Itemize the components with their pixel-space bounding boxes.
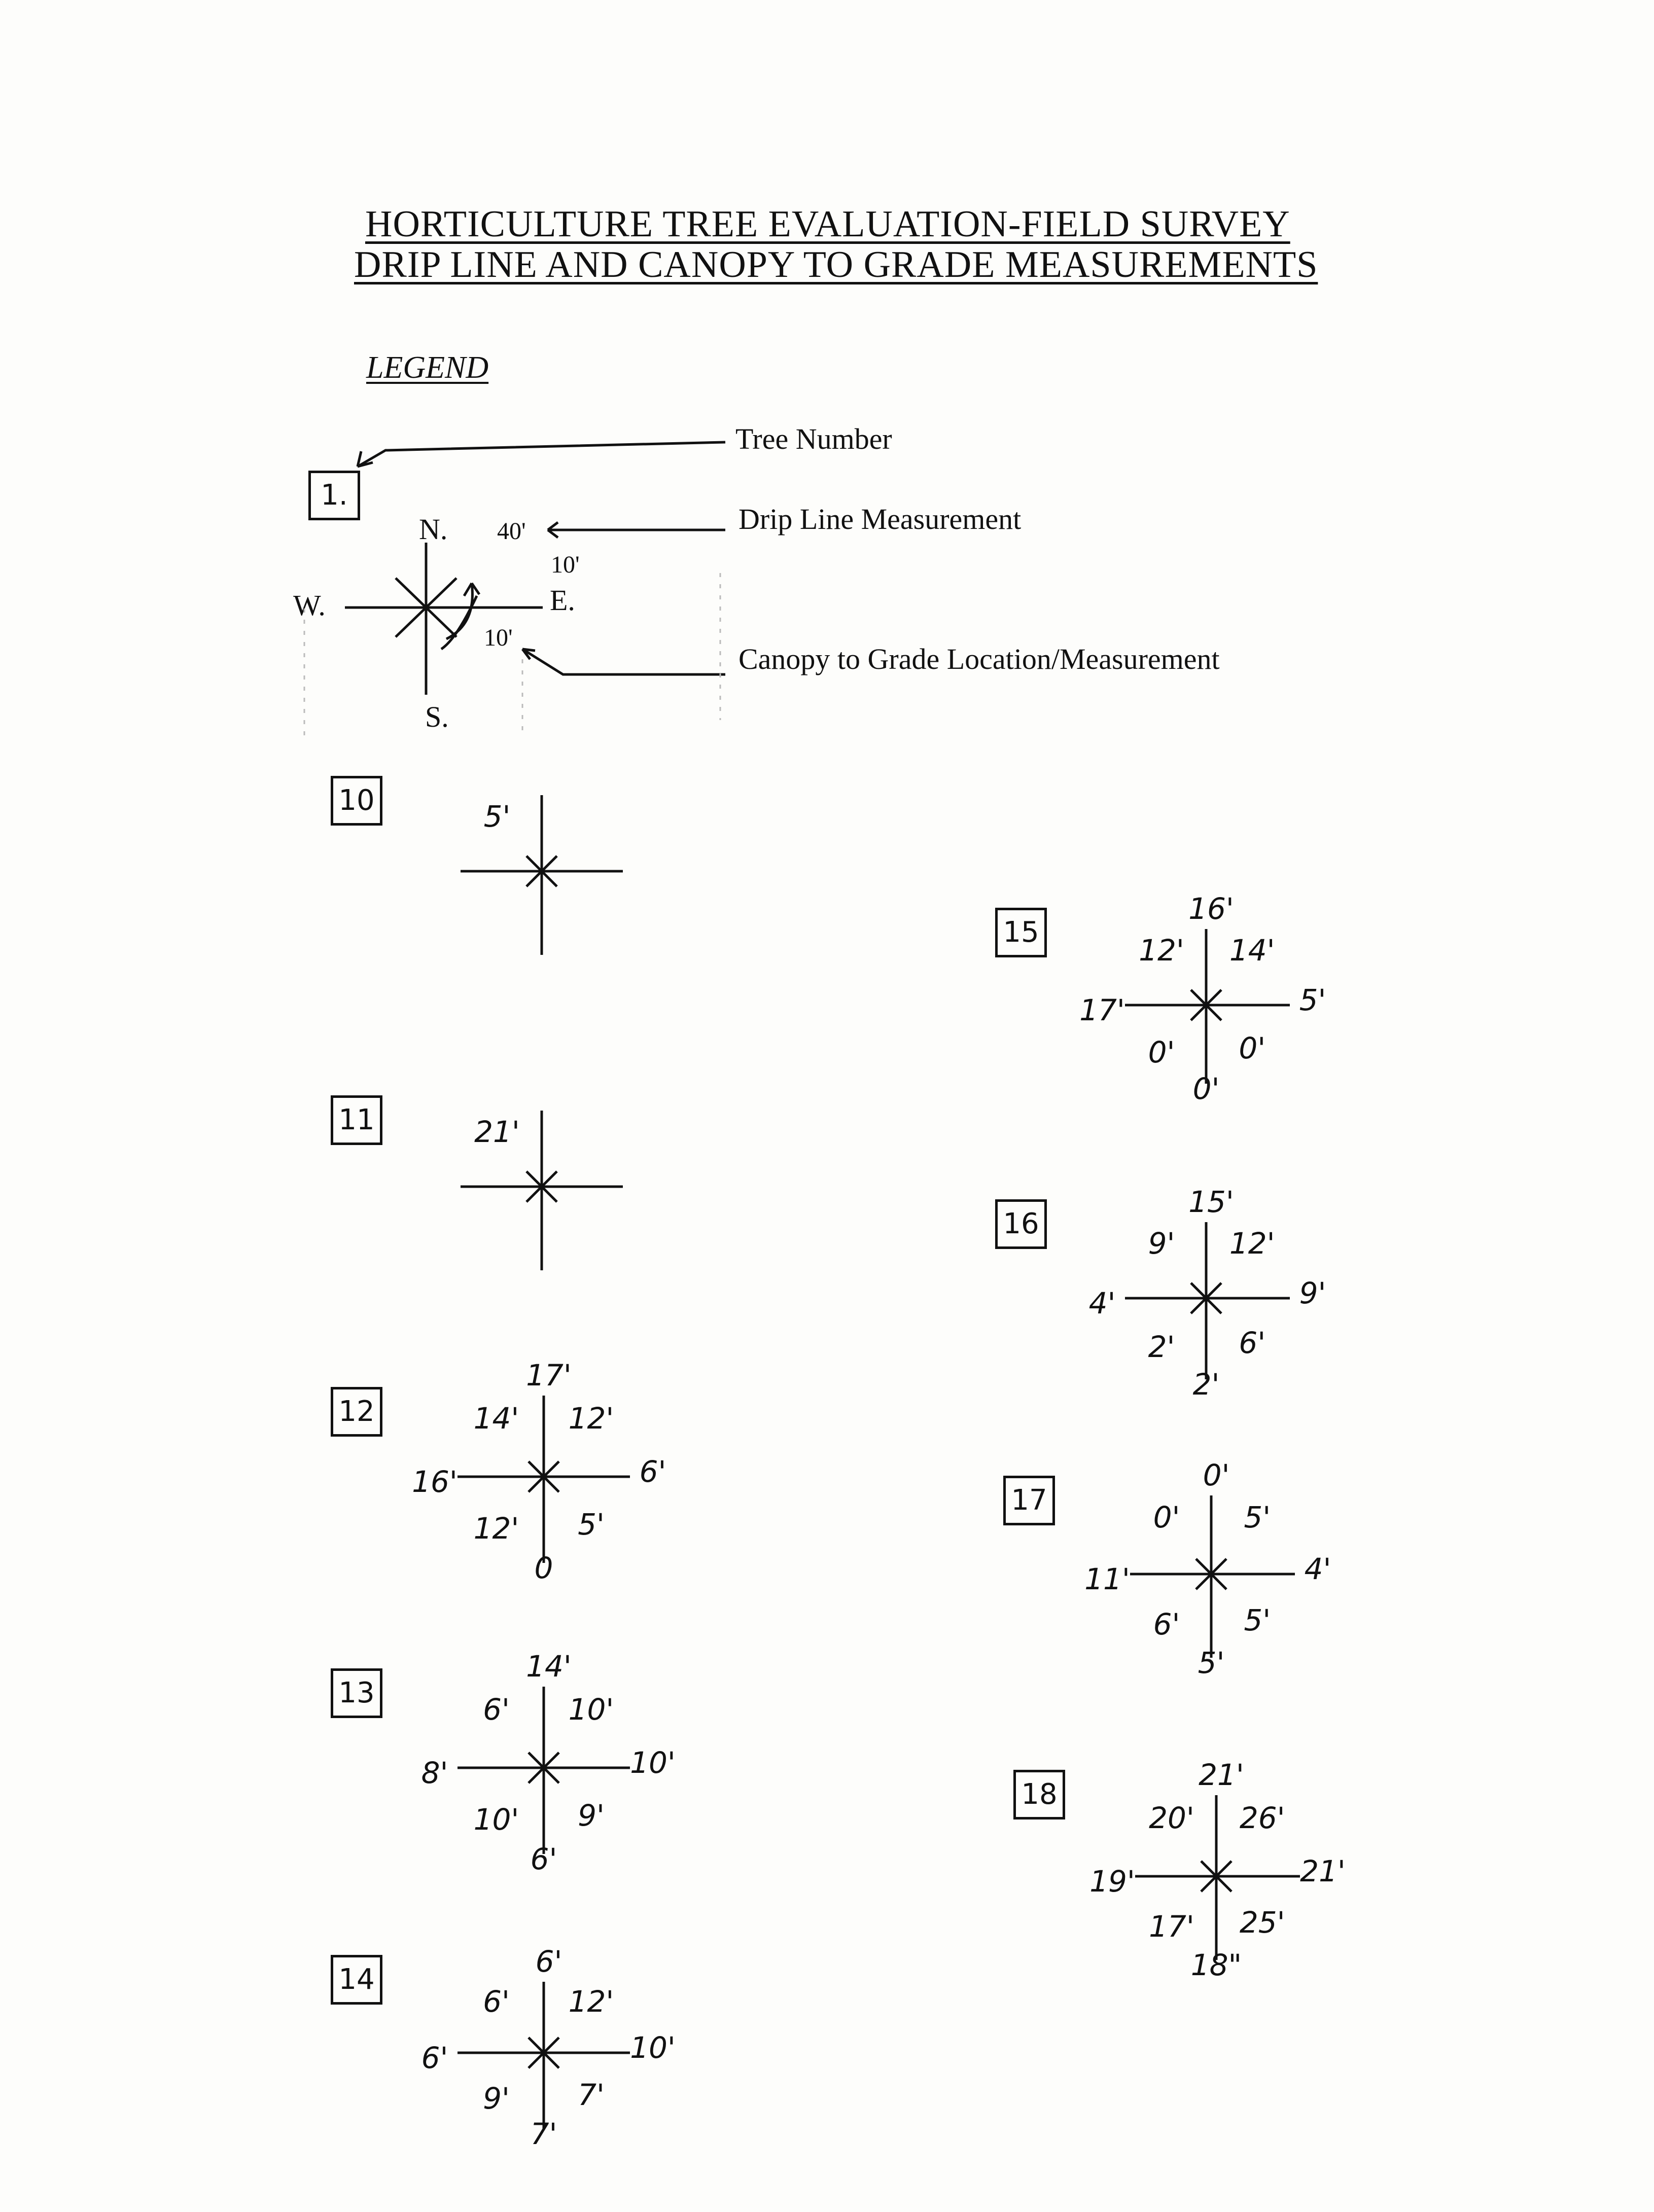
tree-18-n-measurement: 21' xyxy=(1199,1758,1244,1792)
title-line-2: DRIP LINE AND CANOPY TO GRADE MEASUREMENTS xyxy=(354,244,1318,286)
tree-14-e-measurement: 10' xyxy=(630,2030,676,2065)
tree-15-n-measurement: 16' xyxy=(1188,891,1234,926)
tree-17-e-measurement: 4' xyxy=(1304,1552,1331,1586)
legend-canopy-label: Canopy to Grade Location/Measurement xyxy=(738,643,1220,675)
tree-number-box-16: 16 xyxy=(995,1199,1047,1249)
tree-17-se-measurement: 5' xyxy=(1244,1602,1271,1637)
tree-17-ne-measurement: 5' xyxy=(1244,1500,1271,1535)
tree-13-e-measurement: 10' xyxy=(630,1745,676,1780)
tree-14-n-measurement: 6' xyxy=(535,1944,562,1979)
tree-number-box-12: 12 xyxy=(331,1387,382,1437)
legend-drip-line-label: Drip Line Measurement xyxy=(738,503,1022,536)
tree-18-s-measurement: 18" xyxy=(1190,1948,1242,1982)
tree-number-box-10: 10 xyxy=(331,776,382,826)
legend-north: N. xyxy=(419,513,448,546)
tree-17-s-measurement: 5' xyxy=(1198,1646,1225,1680)
tree-number-box-11: 11 xyxy=(331,1095,382,1145)
tree-15-ne-measurement: 14' xyxy=(1229,933,1275,968)
tree-13-ne-measurement: 10' xyxy=(568,1692,614,1727)
tree-16-e-measurement: 9' xyxy=(1299,1276,1326,1310)
tree-12-e-measurement: 6' xyxy=(639,1454,666,1489)
tree-12-se-measurement: 5' xyxy=(578,1507,605,1542)
tree-18-e-measurement: 21' xyxy=(1300,1854,1346,1888)
legend-tree-number-box: 1. xyxy=(308,471,360,520)
legend-east: E. xyxy=(550,584,575,617)
legend-canopy-value: 10' xyxy=(484,624,513,651)
tree-14-nw-measurement: 6' xyxy=(483,1984,510,2019)
tree-16-sw-measurement: 2' xyxy=(1148,1330,1175,1364)
tree-14-s-measurement: 7' xyxy=(530,2117,557,2151)
tree-15-se-measurement: 0' xyxy=(1239,1031,1266,1066)
tree-11-nw-measurement: 21' xyxy=(474,1115,520,1149)
tree-number-box-17: 17 xyxy=(1003,1476,1055,1525)
tree-12-ne-measurement: 12' xyxy=(568,1401,614,1436)
tree-18-w-measurement: 19' xyxy=(1089,1864,1135,1899)
tree-16-nw-measurement: 9' xyxy=(1148,1226,1175,1261)
tree-12-s-measurement: 0 xyxy=(534,1551,553,1585)
tree-17-w-measurement: 11' xyxy=(1084,1562,1130,1596)
tree-13-nw-measurement: 6' xyxy=(483,1692,510,1727)
tree-13-se-measurement: 9' xyxy=(578,1798,605,1833)
tree-14-ne-measurement: 12' xyxy=(568,1984,614,2019)
tree-18-sw-measurement: 17' xyxy=(1149,1909,1194,1944)
tree-12-n-measurement: 17' xyxy=(526,1358,572,1393)
tree-12-w-measurement: 16' xyxy=(412,1465,458,1499)
tree-13-w-measurement: 8' xyxy=(421,1756,448,1790)
tree-number-box-13: 13 xyxy=(331,1668,382,1718)
tree-13-sw-measurement: 10' xyxy=(473,1802,519,1837)
tree-18-se-measurement: 25' xyxy=(1239,1905,1285,1940)
tree-18-nw-measurement: 20' xyxy=(1149,1800,1194,1835)
tree-15-w-measurement: 17' xyxy=(1079,993,1125,1027)
tree-number-box-15: 15 xyxy=(995,908,1047,957)
tree-15-nw-measurement: 12' xyxy=(1139,933,1184,968)
tree-12-nw-measurement: 14' xyxy=(473,1401,519,1436)
legend-west: W. xyxy=(293,589,326,622)
legend-drip-value: 40' xyxy=(497,518,526,545)
tree-14-w-measurement: 6' xyxy=(421,2041,448,2075)
tree-12-sw-measurement: 12' xyxy=(473,1511,519,1546)
tree-16-se-measurement: 6' xyxy=(1239,1326,1266,1360)
tree-15-sw-measurement: 0' xyxy=(1148,1035,1175,1069)
tree-13-s-measurement: 6' xyxy=(530,1842,557,1876)
legend-tree-number-label: Tree Number xyxy=(735,422,892,455)
tree-17-sw-measurement: 6' xyxy=(1153,1607,1180,1642)
tree-14-se-measurement: 7' xyxy=(578,2077,605,2112)
tree-17-nw-measurement: 0' xyxy=(1153,1500,1180,1535)
tree-18-ne-measurement: 26' xyxy=(1239,1800,1285,1835)
legend-east-value: 10' xyxy=(551,551,580,578)
tree-15-e-measurement: 5' xyxy=(1299,983,1326,1017)
tree-16-w-measurement: 4' xyxy=(1088,1286,1116,1321)
tree-13-n-measurement: 14' xyxy=(526,1649,572,1684)
tree-16-n-measurement: 15' xyxy=(1188,1185,1234,1219)
tree-15-s-measurement: 0' xyxy=(1192,1072,1220,1106)
tree-number-box-14: 14 xyxy=(331,1955,382,2005)
tree-16-ne-measurement: 12' xyxy=(1229,1226,1275,1261)
tree-17-n-measurement: 0' xyxy=(1203,1458,1230,1492)
tree-16-s-measurement: 2' xyxy=(1192,1367,1220,1402)
title-line-1: HORTICULTURE TREE EVALUATION-FIELD SURVEY xyxy=(365,203,1290,245)
legend-south: S. xyxy=(425,700,449,733)
tree-number-box-18: 18 xyxy=(1013,1770,1065,1819)
legend-heading: LEGEND xyxy=(366,350,489,385)
tree-10-nw-measurement: 5' xyxy=(483,799,511,834)
tree-14-sw-measurement: 9' xyxy=(483,2081,510,2116)
